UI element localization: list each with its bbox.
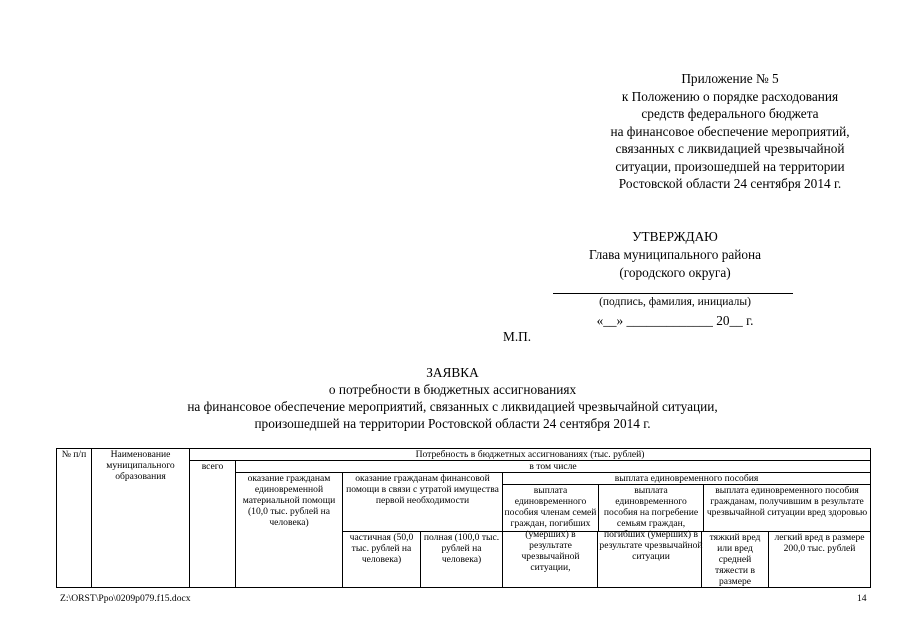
appendix-line: Приложение № 5: [681, 71, 779, 86]
title-line: о потребности в бюджетных ассигнованиях: [328, 382, 577, 397]
title-line: ЗАЯВКА: [426, 365, 479, 380]
header-material-help: оказание гражданам единовременной материальной помощи (10,0 тыс. рублей на человека): [236, 473, 343, 588]
header-pay-injury: выплата единовременного пособия гражданам, получившим в результате чрезвычайной ситуации вред здоровью: [706, 485, 868, 518]
document-title: [40, 364, 865, 432]
header-light-harm: легкий вред в размере 200,0 тыс. рублей: [769, 532, 871, 588]
appendix-line: Ростовской области 24 сентября 2014 г.: [618, 176, 842, 191]
date-line: «__» _____________ 20__ г.: [596, 313, 754, 328]
header-need: Потребность в бюджетных ассигнованиях (тыс. рублей): [190, 449, 871, 461]
approval-heading: УТВЕРЖДАЮ: [632, 229, 718, 244]
header-partial: частичная (50,0 тыс. рублей на человека): [343, 532, 421, 588]
header-number: № п/п: [57, 449, 92, 588]
appendix-line: на финансовое обеспечение мероприятий,: [610, 123, 850, 139]
footer-file-path: Z:\ORST\Ppo\0209p079.f15.docx: [60, 593, 191, 604]
header-pay-burial: выплата единовременного пособия на погребение семьям граждан, погибших (умерших) в результате чрезвычайной ситуации: [599, 485, 703, 562]
approval-position: Глава муниципального района: [588, 247, 762, 262]
header-full: полная (100,0 тыс. рублей на человека): [421, 532, 503, 588]
stamp-place: М.П.: [503, 329, 532, 344]
appendix-line: средств федерального бюджета: [641, 106, 819, 121]
appendix-line: ситуации, произошедшей на территории: [615, 158, 845, 174]
header-financial-help: оказание гражданам финансовой помощи в связи с утратой имущества первой необходимости: [343, 473, 503, 532]
header-lump-sum: выплата единовременного пособия: [503, 473, 870, 485]
appendix-line: связанных с ликвидацией чрезвычайной: [615, 141, 845, 156]
header-total: всего: [190, 461, 236, 588]
approval-position-sub: (городского округа): [619, 265, 731, 280]
header-including: в том числе: [236, 461, 871, 473]
appendix-line: к Положению о порядке расходования: [621, 88, 839, 104]
appendix-block: [560, 70, 900, 193]
title-line: произошедшей на территории Ростовской области 24 сентября 2014 г.: [254, 416, 651, 431]
title-line: на финансовое обеспечение мероприятий, связанных с ликвидацией чрезвычайной ситуации,: [187, 399, 718, 414]
signature-line: [553, 293, 793, 294]
signature-hint: (подпись, фамилия, инициалы): [599, 296, 751, 308]
request-table: [56, 448, 871, 588]
header-heavy-harm: тяжкий вред или вред средней тяжести в размере: [702, 532, 769, 588]
approval-block: [540, 228, 810, 282]
header-municipality: Наименование муниципального образования: [92, 449, 190, 588]
page-number: 14: [857, 593, 867, 604]
header-pay-family: выплата единовременного пособия членам семей граждан, погибших (умерших) в результате чрезвычайной ситуации,: [503, 485, 599, 531]
